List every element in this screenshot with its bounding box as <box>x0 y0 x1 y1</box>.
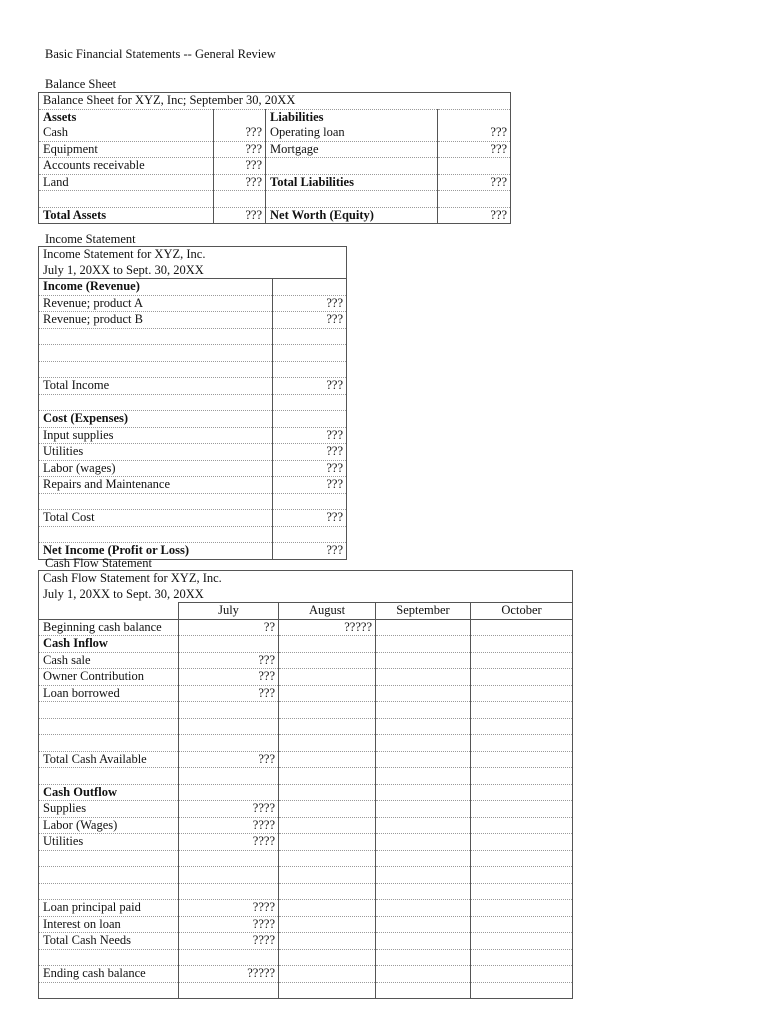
july-value <box>179 768 279 785</box>
income-row-label <box>39 493 273 510</box>
august-value <box>279 916 376 933</box>
income-statement-table <box>38 246 347 560</box>
october-value <box>471 801 573 818</box>
asset-label: Land <box>39 174 214 191</box>
cash-flow-row-label: Total Cash Available <box>39 751 179 768</box>
income-row-value <box>273 493 347 510</box>
september-value <box>376 834 471 851</box>
july-value <box>179 867 279 884</box>
table-row <box>39 619 573 636</box>
table-row <box>39 751 573 768</box>
table-row <box>39 378 347 395</box>
august-value <box>279 966 376 983</box>
september-value <box>376 751 471 768</box>
cash-flow-row-label <box>39 883 179 900</box>
cash-flow-row-label: Cash Inflow <box>39 636 179 653</box>
liability-label: Net Worth (Equity) <box>266 207 438 224</box>
cash-flow-row-label <box>39 735 179 752</box>
july-value <box>179 850 279 867</box>
income-row-value: ??? <box>273 295 347 312</box>
august-value <box>279 735 376 752</box>
table-row <box>39 916 573 933</box>
income-row-label: Utilities <box>39 444 273 461</box>
asset-label: Total Assets <box>39 207 214 224</box>
cash-flow-row-label: Cash sale <box>39 652 179 669</box>
august-value <box>279 867 376 884</box>
october-value <box>471 949 573 966</box>
july-value: ?? <box>179 619 279 636</box>
october-value <box>471 718 573 735</box>
table-row <box>39 669 573 686</box>
july-value: ????? <box>179 966 279 983</box>
income-row-label: Income (Revenue) <box>39 279 273 296</box>
july-value: ??? <box>179 751 279 768</box>
table-row <box>39 801 573 818</box>
august-value <box>279 718 376 735</box>
september-value <box>376 619 471 636</box>
income-row-label <box>39 361 273 378</box>
cash-flow-row-label: Utilities <box>39 834 179 851</box>
september-value <box>376 916 471 933</box>
october-value <box>471 619 573 636</box>
september-value <box>376 685 471 702</box>
liability-label: Operating loan <box>266 125 438 141</box>
income-row-label <box>39 526 273 543</box>
cash-flow-row-label: Cash Outflow <box>39 784 179 801</box>
table-row <box>39 427 347 444</box>
july-value: ???? <box>179 834 279 851</box>
table-row <box>39 735 573 752</box>
july-value <box>179 718 279 735</box>
october-value <box>471 834 573 851</box>
cash-flow-row-label: Ending cash balance <box>39 966 179 983</box>
september-value <box>376 966 471 983</box>
august-value <box>279 850 376 867</box>
cash-flow-row-label <box>39 850 179 867</box>
cash-flow-row-label: Loan borrowed <box>39 685 179 702</box>
income-row-value: ??? <box>273 543 347 560</box>
table-row <box>39 685 573 702</box>
table-row <box>39 652 573 669</box>
cash-flow-row-label <box>39 949 179 966</box>
income-row-value: ??? <box>273 312 347 329</box>
asset-label: Accounts receivable <box>39 158 214 175</box>
income-row-value: ??? <box>273 378 347 395</box>
october-value <box>471 817 573 834</box>
september-value <box>376 883 471 900</box>
income-row-value: ??? <box>273 444 347 461</box>
income-row-label: Labor (wages) <box>39 460 273 477</box>
table-row <box>39 900 573 917</box>
income-row-label: Revenue; product A <box>39 295 273 312</box>
liability-value: ??? <box>438 174 511 191</box>
table-row <box>39 982 573 999</box>
asset-value: ??? <box>214 125 266 141</box>
september-value <box>376 801 471 818</box>
table-row <box>39 493 347 510</box>
cash-flow-row-label <box>39 982 179 999</box>
cash-flow-row-label: Interest on loan <box>39 916 179 933</box>
income-statement-label: Income Statement <box>45 232 136 246</box>
july-value: ???? <box>179 916 279 933</box>
liability-value: ??? <box>438 141 511 158</box>
table-row <box>39 718 573 735</box>
july-value: ??? <box>179 652 279 669</box>
september-value <box>376 982 471 999</box>
september-value <box>376 669 471 686</box>
august-value <box>279 652 376 669</box>
income-row-label <box>39 345 273 362</box>
income-row-label: Input supplies <box>39 427 273 444</box>
income-row-label <box>39 328 273 345</box>
august-value <box>279 834 376 851</box>
income-row-label: Total Cost <box>39 510 273 527</box>
month-header: September <box>376 603 471 620</box>
september-value <box>376 784 471 801</box>
october-value <box>471 636 573 653</box>
balance-sheet-table <box>38 92 511 224</box>
table-row <box>39 850 573 867</box>
table-row <box>39 933 573 950</box>
july-value: ???? <box>179 817 279 834</box>
september-value <box>376 735 471 752</box>
august-value <box>279 949 376 966</box>
table-row <box>39 460 347 477</box>
cash-flow-row-label: Labor (Wages) <box>39 817 179 834</box>
income-row-value <box>273 345 347 362</box>
income-row-value <box>273 526 347 543</box>
july-value: ??? <box>179 685 279 702</box>
august-value <box>279 751 376 768</box>
table-row <box>39 477 347 494</box>
asset-value: ??? <box>214 174 266 191</box>
july-value <box>179 784 279 801</box>
document-title: Basic Financial Statements -- General Review <box>45 47 276 61</box>
income-row-value <box>273 394 347 411</box>
september-value <box>376 636 471 653</box>
july-value <box>179 949 279 966</box>
income-row-label: Net Income (Profit or Loss) <box>39 543 273 560</box>
table-row <box>39 158 511 175</box>
october-value <box>471 652 573 669</box>
october-value <box>471 933 573 950</box>
income-row-value: ??? <box>273 460 347 477</box>
table-row <box>39 345 347 362</box>
table-row <box>39 867 573 884</box>
august-value <box>279 933 376 950</box>
income-row-value: ??? <box>273 510 347 527</box>
table-row <box>39 125 511 141</box>
table-row <box>39 444 347 461</box>
october-value <box>471 702 573 719</box>
asset-label: Cash <box>39 125 214 141</box>
cash-flow-row-label: Beginning cash balance <box>39 619 179 636</box>
july-value <box>179 982 279 999</box>
table-row <box>39 883 573 900</box>
october-value <box>471 900 573 917</box>
asset-value <box>214 191 266 208</box>
cash-flow-row-label: Supplies <box>39 801 179 818</box>
income-row-value <box>273 411 347 428</box>
cash-flow-row-label <box>39 867 179 884</box>
table-row <box>39 768 573 785</box>
table-row <box>39 312 347 329</box>
october-value <box>471 669 573 686</box>
july-value: ???? <box>179 900 279 917</box>
income-row-label: Repairs and Maintenance <box>39 477 273 494</box>
table-row <box>39 784 573 801</box>
cash-flow-row-label: Owner Contribution <box>39 669 179 686</box>
august-value <box>279 982 376 999</box>
october-value <box>471 982 573 999</box>
asset-value: ??? <box>214 207 266 224</box>
september-value <box>376 933 471 950</box>
income-row-label: Revenue; product B <box>39 312 273 329</box>
september-value <box>376 817 471 834</box>
table-row <box>39 966 573 983</box>
october-value <box>471 883 573 900</box>
balance-sheet-label: Balance Sheet <box>45 77 117 91</box>
july-value <box>179 883 279 900</box>
table-row <box>39 191 511 208</box>
cash-flow-row-label <box>39 768 179 785</box>
july-value: ???? <box>179 933 279 950</box>
october-value <box>471 768 573 785</box>
july-value: ??? <box>179 669 279 686</box>
liability-value: ??? <box>438 125 511 141</box>
october-value <box>471 784 573 801</box>
september-value <box>376 768 471 785</box>
july-value <box>179 636 279 653</box>
income-row-label: Cost (Expenses) <box>39 411 273 428</box>
income-row-value <box>273 279 347 296</box>
income-row-label: Total Income <box>39 378 273 395</box>
month-header: July <box>179 603 279 620</box>
asset-value: ??? <box>214 141 266 158</box>
august-value <box>279 702 376 719</box>
august-value <box>279 685 376 702</box>
balance-sheet-header: Balance Sheet for XYZ, Inc; September 30, 20XX <box>39 93 511 110</box>
income-row-value <box>273 328 347 345</box>
liability-value <box>438 158 511 175</box>
cash-flow-header-1: Cash Flow Statement for XYZ, Inc. <box>39 571 573 587</box>
cash-flow-row-label: Total Cash Needs <box>39 933 179 950</box>
september-value <box>376 867 471 884</box>
income-row-label <box>39 394 273 411</box>
august-value <box>279 817 376 834</box>
october-value <box>471 966 573 983</box>
table-row <box>39 526 347 543</box>
income-row-value: ??? <box>273 427 347 444</box>
income-row-value <box>273 361 347 378</box>
august-value <box>279 636 376 653</box>
income-row-value: ??? <box>273 477 347 494</box>
cash-flow-label: Cash Flow Statement <box>45 556 152 570</box>
table-row <box>39 295 347 312</box>
table-row <box>39 361 347 378</box>
table-row <box>39 510 347 527</box>
october-value <box>471 751 573 768</box>
liability-label: Mortgage <box>266 141 438 158</box>
july-value <box>179 735 279 752</box>
october-value <box>471 850 573 867</box>
table-row <box>39 279 347 296</box>
august-value <box>279 669 376 686</box>
table-row <box>39 411 347 428</box>
table-row <box>39 949 573 966</box>
cash-flow-header-2: July 1, 20XX to Sept. 30, 20XX <box>39 587 573 603</box>
asset-label <box>39 191 214 208</box>
table-row <box>39 328 347 345</box>
september-value <box>376 702 471 719</box>
cash-flow-row-label: Loan principal paid <box>39 900 179 917</box>
cash-flow-row-label <box>39 718 179 735</box>
september-value <box>376 652 471 669</box>
liability-label <box>266 158 438 175</box>
august-value <box>279 883 376 900</box>
table-row <box>39 834 573 851</box>
september-value <box>376 949 471 966</box>
liability-label <box>266 191 438 208</box>
table-row <box>39 702 573 719</box>
july-value: ???? <box>179 801 279 818</box>
cash-flow-row-label <box>39 702 179 719</box>
october-value <box>471 735 573 752</box>
income-statement-header-1: Income Statement for XYZ, Inc. <box>39 247 347 263</box>
august-value <box>279 768 376 785</box>
august-value: ????? <box>279 619 376 636</box>
september-value <box>376 900 471 917</box>
october-value <box>471 867 573 884</box>
month-header: October <box>471 603 573 620</box>
august-value <box>279 900 376 917</box>
asset-label: Equipment <box>39 141 214 158</box>
september-value <box>376 718 471 735</box>
income-statement-header-2: July 1, 20XX to Sept. 30, 20XX <box>39 263 347 279</box>
liability-value: ??? <box>438 207 511 224</box>
table-row <box>39 141 511 158</box>
table-row <box>39 817 573 834</box>
asset-value: ??? <box>214 158 266 175</box>
liabilities-heading: Liabilities <box>266 109 438 125</box>
september-value <box>376 850 471 867</box>
table-row <box>39 636 573 653</box>
table-row <box>39 174 511 191</box>
liability-value <box>438 191 511 208</box>
cash-flow-table <box>38 570 573 999</box>
liability-label: Total Liabilities <box>266 174 438 191</box>
month-header: August <box>279 603 376 620</box>
july-value <box>179 702 279 719</box>
august-value <box>279 801 376 818</box>
october-value <box>471 916 573 933</box>
august-value <box>279 784 376 801</box>
assets-heading: Assets <box>39 109 214 125</box>
october-value <box>471 685 573 702</box>
table-row <box>39 207 511 224</box>
table-row <box>39 394 347 411</box>
